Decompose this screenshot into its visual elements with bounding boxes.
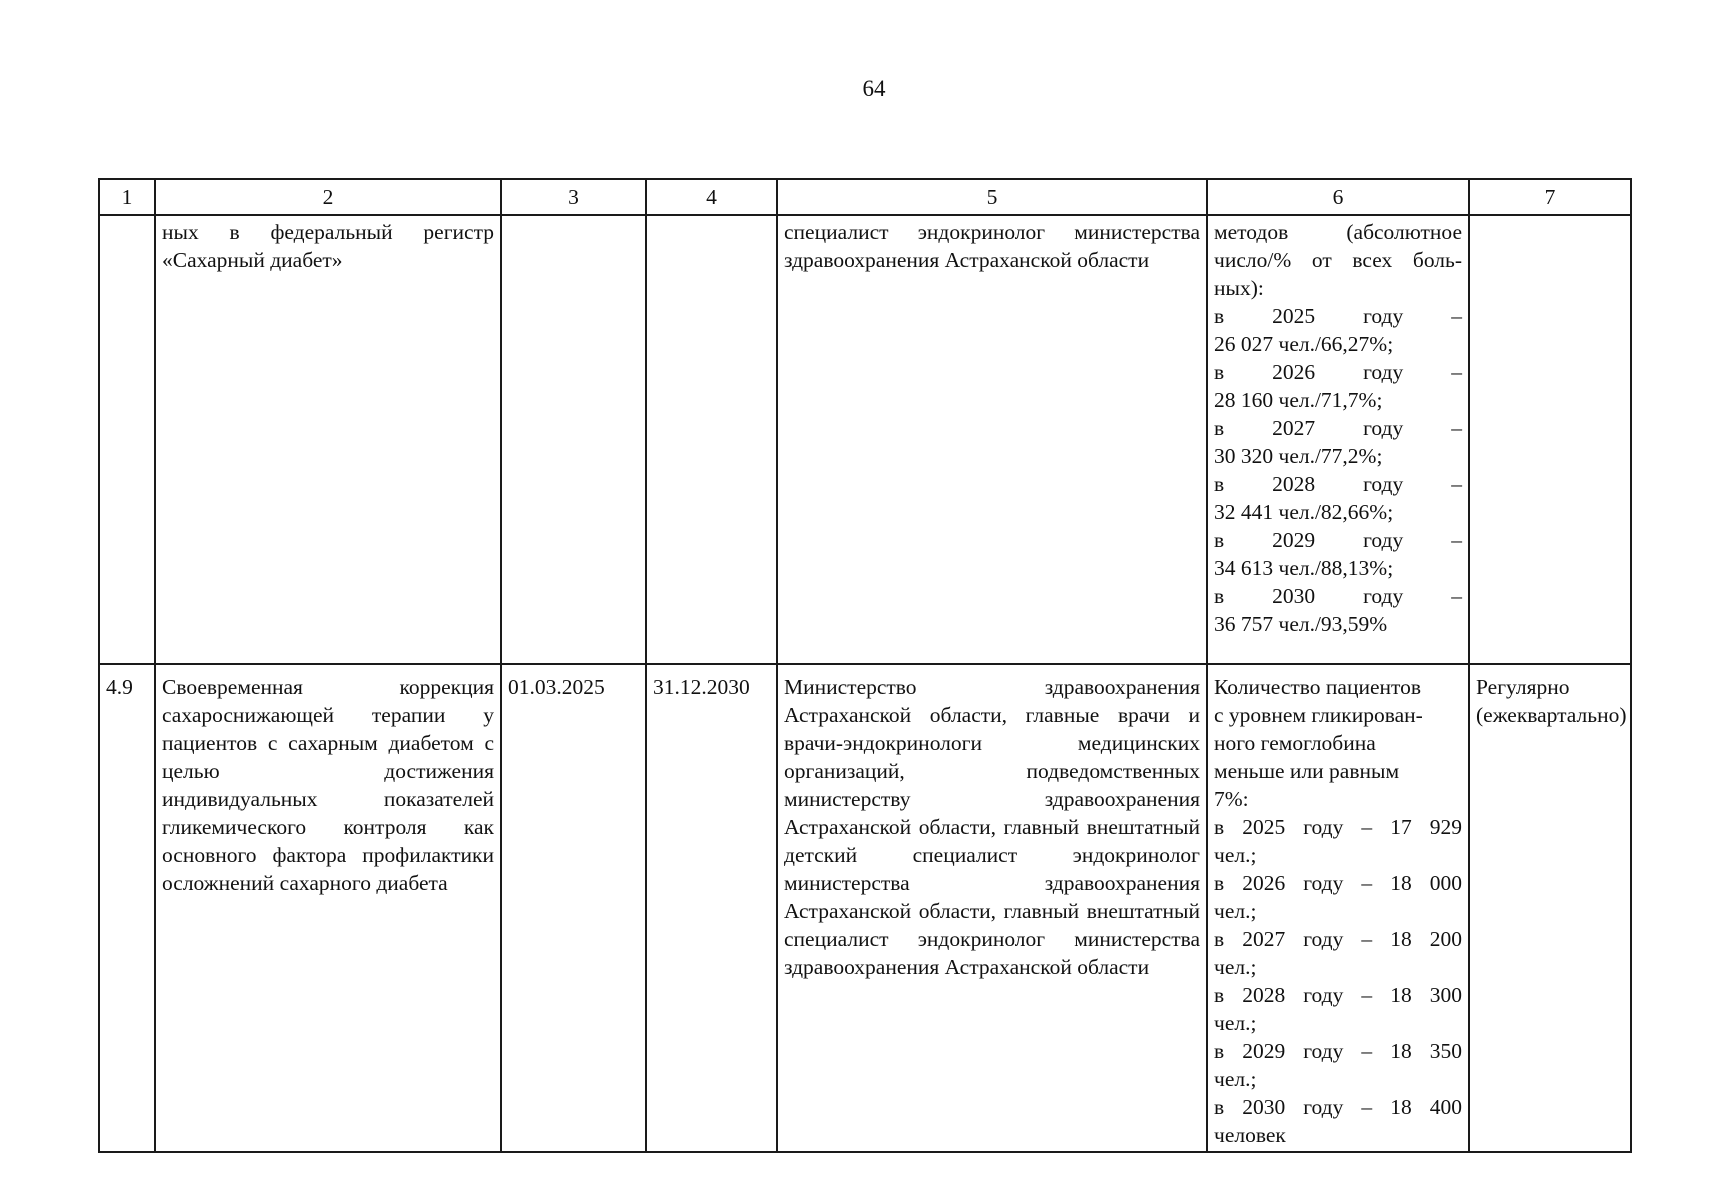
indicator-line: чел.; <box>1214 955 1257 979</box>
periodicity-cell: Регулярно (ежеквартально) <box>1469 664 1631 1152</box>
indicator-line: в 2026 году – <box>1214 360 1462 384</box>
cont-description-cell: ных в федеральный регистр «Сахарный диабет» <box>155 215 501 664</box>
indicator-line: в 2030 году – <box>1214 584 1462 608</box>
indicator-line: число/% от всех боль- <box>1214 248 1462 272</box>
header-col-3: 3 <box>501 179 646 215</box>
indicator-line: в 2028 году – <box>1214 472 1462 496</box>
indicator-line: 7%: <box>1214 787 1249 811</box>
indicator-line: 28 160 чел./71,7%; <box>1214 388 1383 412</box>
indicator-line: ных): <box>1214 276 1264 300</box>
indicator-line: человек <box>1214 1123 1286 1147</box>
cont-indicator-cell <box>1207 215 1469 664</box>
end-date-cell: 31.12.2030 <box>646 664 777 1152</box>
indicator-line: 26 027 чел./66,27%; <box>1214 332 1394 356</box>
indicator-line: 36 757 чел./93,59% <box>1214 612 1388 636</box>
cont-periodicity-cell <box>1469 215 1631 664</box>
header-col-2: 2 <box>155 179 501 215</box>
indicator-line: 32 441 чел./82,66%; <box>1214 500 1394 524</box>
indicator-line: в 2027 году – 18 200 <box>1214 927 1462 951</box>
indicator-line: в 2029 году – <box>1214 528 1462 552</box>
indicator-line: в 2025 году – 17 929 <box>1214 815 1462 839</box>
indicator-line: 34 613 чел./88,13%; <box>1214 556 1394 580</box>
page-number: 64 <box>862 76 886 101</box>
indicator-line: 30 320 чел./77,2%; <box>1214 444 1383 468</box>
cont-start-date-cell <box>501 215 646 664</box>
indicator-cell <box>1207 664 1469 1152</box>
header-col-1: 1 <box>99 179 155 215</box>
cont-end-date-cell <box>646 215 777 664</box>
indicator-line: ного гемоглобина <box>1214 731 1376 755</box>
indicator-line: чел.; <box>1214 899 1257 923</box>
indicator-line: в 2030 году – 18 400 <box>1214 1095 1462 1119</box>
start-date-cell: 01.03.2025 <box>501 664 646 1152</box>
header-col-5: 5 <box>777 179 1207 215</box>
indicator-line: чел.; <box>1214 1011 1257 1035</box>
responsible-cell: Министерство здравоохранения Астраханской области, главные врачи и врачи-эндокринологи медицинских организаций, подведомственных министерству здравоохранения Астраханской области, главный внештатный детский специалист эндокринолог министерства здравоохранения Астраханской области, главный внештатный специалист эндокринолог министерства здравоохранения Астраханской области <box>777 664 1207 1152</box>
indicator-line: меньше или равным <box>1214 759 1400 783</box>
cont-responsible-cell: специалист эндокринолог министерства здравоохранения Астраханской области <box>777 215 1207 664</box>
indicator-line: в 2028 году – 18 300 <box>1214 983 1462 1007</box>
indicator-line: Количество пациентов <box>1214 675 1422 699</box>
indicator-line: чел.; <box>1214 1067 1257 1091</box>
header-col-7: 7 <box>1469 179 1631 215</box>
header-col-4: 4 <box>646 179 777 215</box>
indicator-line: в 2027 году – <box>1214 416 1462 440</box>
indicator-line: с уровнем гликирован- <box>1214 703 1423 727</box>
indicator-line: чел.; <box>1214 843 1257 867</box>
indicator-line: в 2029 году – 18 350 <box>1214 1039 1462 1063</box>
table-header-row <box>99 179 1631 215</box>
header-col-6: 6 <box>1207 179 1469 215</box>
measures-table <box>98 178 1632 1153</box>
indicator-line: методов (абсолютное <box>1214 220 1462 244</box>
indicator-line: в 2026 году – 18 000 <box>1214 871 1462 895</box>
indicator-line: в 2025 году – <box>1214 304 1462 328</box>
cont-number-cell <box>99 215 155 664</box>
table-row-continuation <box>99 215 1631 664</box>
row-number-cell: 4.9 <box>99 664 155 1152</box>
table-row-4-9 <box>99 664 1631 1152</box>
measure-description-cell: Своевременная коррекция сахароснижающей терапии у пациентов с сахарным диабетом с целью достижения индивидуальных показателей гликемического контроля как основного фактора профилактики осложнений сахарного диабета <box>155 664 501 1152</box>
